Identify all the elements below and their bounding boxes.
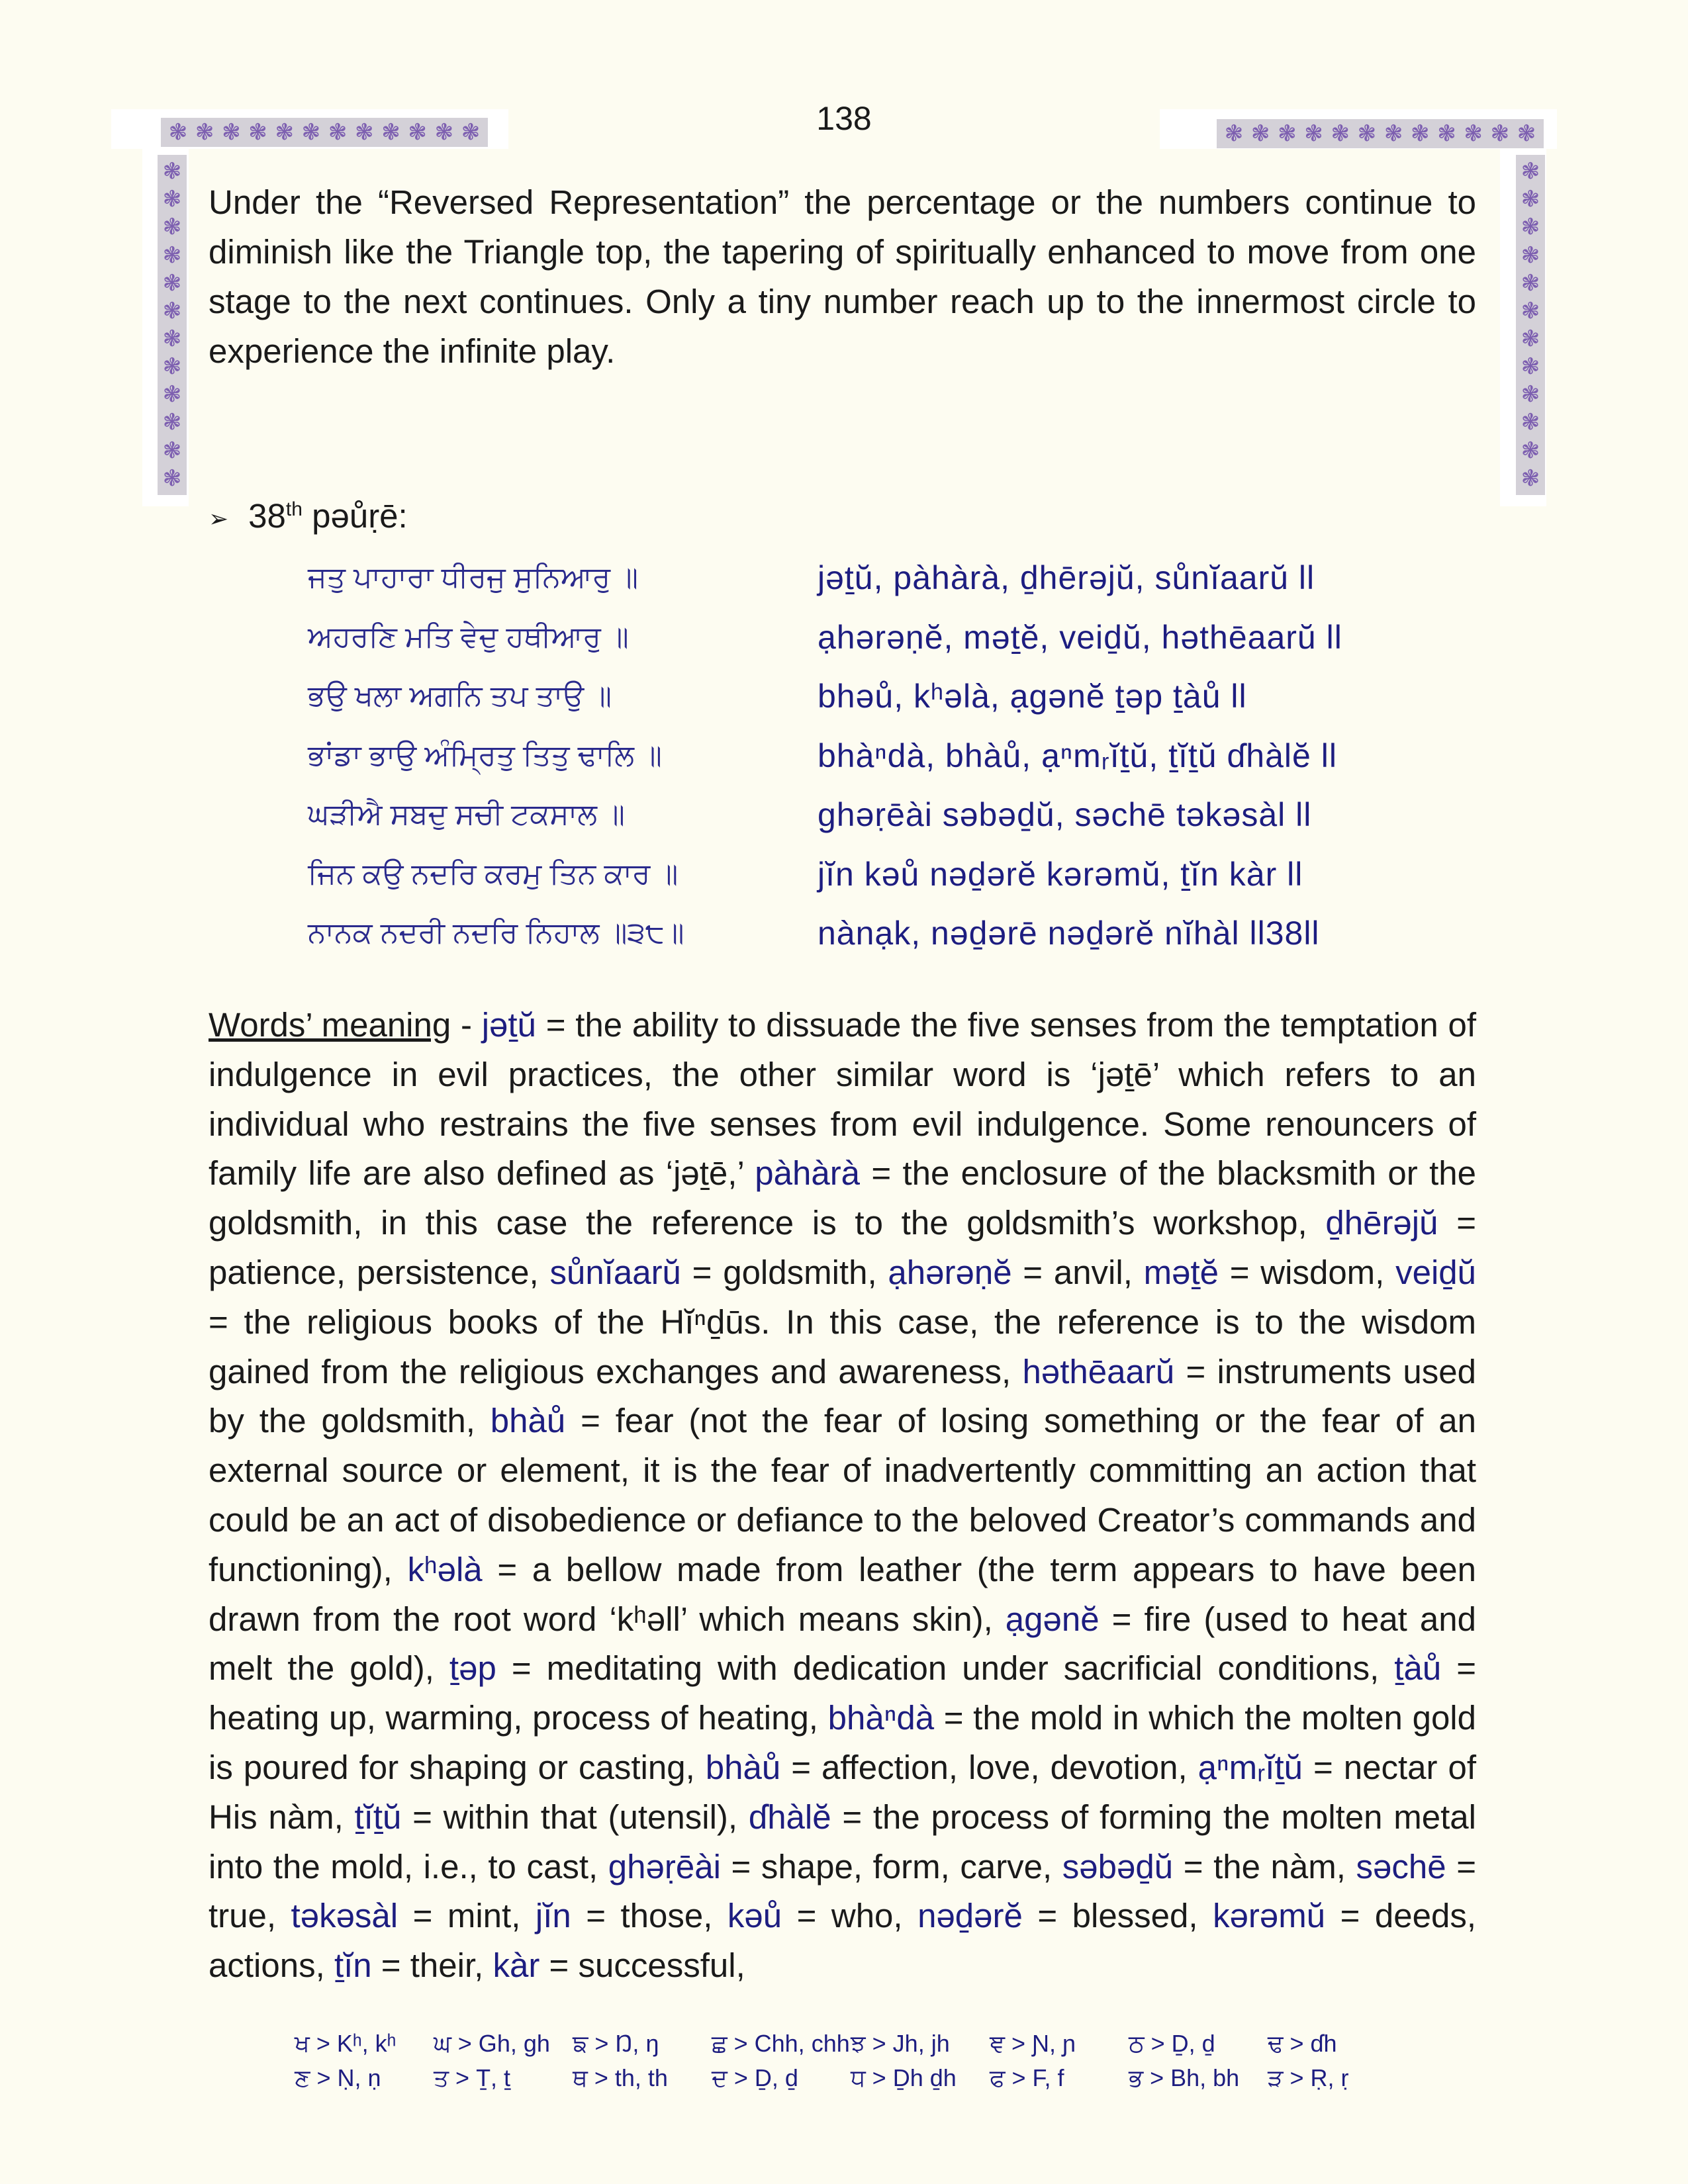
- transliterated-term: ɗhàlĕ: [748, 1797, 831, 1836]
- transliterated-term: jĭn: [535, 1897, 571, 1935]
- definition-text: = anvil,: [1011, 1253, 1144, 1291]
- definition-text: = heating up, warming, process of heating,: [209, 1649, 1477, 1737]
- legend-entry: ਙ > Ŋ, ŋ: [573, 2030, 659, 2057]
- verse-row: [308, 673, 1499, 733]
- verse-row: [308, 733, 1499, 792]
- transliterated-term: kərəmŭ: [1213, 1897, 1326, 1935]
- section-number: 38: [248, 497, 286, 535]
- verse-gurmukhi: ਨਾਨਕ ਨਦਰੀ ਨਦਰਿ ਨਿਹਾਲ ॥੩੮॥: [308, 917, 684, 949]
- verse-transliteration: jĭn kəů nəḏərĕ kərəmŭ, ṯĭn kàr ll: [818, 855, 1303, 893]
- legend-entry: ਢ > ɗh: [1268, 2030, 1337, 2057]
- definition-text: = fire (used to heat and melt the gold),: [209, 1600, 1476, 1688]
- flower-ornament-icon: ❃: [328, 120, 348, 145]
- flower-ornament-icon: ❃: [461, 120, 481, 145]
- flower-ornament-icon: ❃: [162, 326, 182, 351]
- transliterated-term: ṯĭṯŭ: [354, 1797, 402, 1836]
- flower-ornament-icon: ❃: [162, 437, 182, 463]
- verse-list: [308, 555, 1499, 970]
- transliterated-term: bhàů: [490, 1402, 566, 1440]
- legend-entry: ਧ > Ḏh ḏh: [851, 2064, 957, 2091]
- verse-row: [308, 910, 1499, 970]
- verse-row: [308, 851, 1499, 911]
- flower-ornament-icon: ❃: [1357, 121, 1377, 146]
- verse-gurmukhi: ਭਾਂਡਾ ਭਾਉ ਅੰਮ੍ਰਿਤੁ ਤਿਤੁ ਢਾਲਿ ॥: [308, 739, 662, 772]
- flower-ornament-icon: ❃: [162, 187, 182, 212]
- section-title: pəůṛē:: [312, 497, 408, 535]
- flower-ornament-icon: ❃: [1278, 121, 1297, 146]
- definition-text: = patience, persistence,: [209, 1204, 1477, 1291]
- flower-ornament-icon: ❃: [1521, 326, 1540, 351]
- legend-entry: ਖ > Kʰ, kʰ: [295, 2030, 397, 2057]
- flower-ornament-icon: ❃: [1304, 121, 1323, 146]
- transliterated-term: ghəṛēài: [608, 1847, 721, 1886]
- flower-ornament-icon: ❃: [1383, 121, 1403, 146]
- legend-entry: ਥ > th, th: [573, 2064, 668, 2091]
- legend-entry: ਣ > Ṇ, ṇ: [295, 2064, 381, 2091]
- definition-text: = mint,: [398, 1897, 536, 1935]
- definition-text: = within that (utensil),: [401, 1797, 749, 1836]
- definition-text: = affection, love, devotion,: [780, 1748, 1198, 1786]
- flower-ornament-icon: ❃: [1521, 214, 1540, 240]
- flower-ornament-icon: ❃: [1331, 121, 1350, 146]
- flower-ornament-icon: ❃: [1437, 121, 1456, 146]
- verse-transliteration: bhàⁿdà, bhàů, ạⁿmᵣĭṯŭ, ṯĭṯŭ ɗhàlĕ ll: [818, 737, 1337, 774]
- flower-ornament-icon: ❃: [434, 120, 454, 145]
- definition-text: = meditating with dedication under sacrificial conditions,: [496, 1649, 1395, 1688]
- flower-ornament-icon: ❃: [162, 298, 182, 324]
- flower-ornament-icon: ❃: [1521, 410, 1540, 435]
- transliterated-term: kʰəlà: [407, 1550, 483, 1588]
- flower-ornament-icon: ❃: [1517, 121, 1536, 146]
- transliterated-term: ạgənĕ: [1005, 1600, 1100, 1638]
- legend-entry: ਤ > Ṯ, ṯ: [434, 2064, 511, 2091]
- verse-transliteration: nànạk, nəḏərē nəḏərĕ nĭhàl ll38ll: [818, 915, 1320, 952]
- verse-gurmukhi: ਭਉ ਖਲਾ ਅਗਨਿ ਤਪ ਤਾਉ ॥: [308, 680, 612, 712]
- flower-ornament-icon: ❃: [1521, 270, 1540, 296]
- definition-text: = nectar of His nàm,: [209, 1748, 1476, 1836]
- flower-ornament-icon: ❃: [162, 159, 182, 185]
- definition-text: = the mold in which the molten gold is poured for shaping or casting,: [209, 1699, 1477, 1786]
- flower-ornament-icon: ❃: [1521, 298, 1540, 324]
- legend-entry: ਦ > Ḏ, ḏ: [712, 2064, 798, 2091]
- transliterated-term: ạhərəṇĕ: [888, 1253, 1012, 1291]
- legend-entry: ੜ > Ṛ, ṛ: [1268, 2064, 1349, 2091]
- verse-transliteration: bhəů, kʰəlà, ạgənĕ ṯəp ṯàů ll: [818, 678, 1247, 715]
- flower-ornament-icon: ❃: [1224, 121, 1244, 146]
- definition-text: = the enclosure of the blacksmith or the goldsmith, in this case the reference is to the goldsmith’s workshop,: [209, 1154, 1476, 1242]
- legend-entry: ਭ > Bh, bh: [1129, 2064, 1240, 2091]
- transliterated-term: kàr: [492, 1946, 540, 1985]
- verse-transliteration: jəṯŭ, pàhàrà, ḏhērəjŭ, sůnĭaarŭ ll: [818, 559, 1315, 596]
- flower-ornament-icon: ❃: [168, 120, 188, 145]
- flower-ornament-icon: ❃: [162, 270, 182, 296]
- definition-text: = who,: [782, 1897, 918, 1935]
- legend-entry: ਛ > Chh, chh: [712, 2030, 850, 2057]
- transliterated-term: jəṯŭ: [481, 1006, 536, 1044]
- flower-ornament-icon: ❃: [301, 120, 321, 145]
- flower-ornament-icon: ❃: [162, 242, 182, 268]
- flower-ornament-icon: ❃: [381, 120, 400, 145]
- verse-transliteration: ghəṛēài səbəḏŭ, səchē təkəsàl ll: [818, 796, 1312, 833]
- transliterated-term: təkəsàl: [291, 1897, 399, 1935]
- legend-row: [295, 2061, 1420, 2095]
- words-meaning-body: [209, 1006, 1476, 1984]
- verse-gurmukhi: ਜਤੁ ਪਾਹਾਰਾ ਧੀਰਜੁ ਸੁਨਿਆਰੁ ॥: [308, 561, 638, 594]
- definition-text: = deeds, actions,: [209, 1897, 1476, 1985]
- page-number: 138: [816, 100, 872, 137]
- flower-ornament-icon: ❃: [162, 382, 182, 408]
- legend-entry: ਝ > Jh, jh: [851, 2030, 950, 2057]
- definition-text: = their,: [371, 1946, 493, 1985]
- flower-ornament-icon: ❃: [1521, 354, 1540, 380]
- transliterated-term: ạⁿmᵣĭṯŭ: [1197, 1748, 1303, 1786]
- verse-row: [308, 614, 1499, 674]
- definition-text: = the process of forming the molten metal into the mold, i.e., to cast,: [209, 1797, 1476, 1886]
- transliterated-term: ṯàů: [1394, 1649, 1442, 1688]
- transliterated-term: pàhàrà: [755, 1154, 861, 1193]
- intro-paragraph: Under the “Reversed Representation” the percentage or the numbers continue to diminish like the Triangle top, the tapering of spiritually enhanced to move from one stage to the next continues. Only a tiny number reach up to the innermost circle to experience the infinite play.: [209, 183, 1476, 370]
- flower-ornament-icon: ❃: [408, 120, 427, 145]
- words-meaning-paragraph: [209, 1001, 1476, 1991]
- definition-text: = the ability to dissuade the five senses from the temptation of indulgence in evil practices, the other similar word is ‘jəṯē’ which refers to an individual who restrains the five senses from evil indulgence. Some renouncers of family life are also defined as ‘jəṯē,’: [209, 1006, 1476, 1193]
- definition-text: = the nàm,: [1173, 1847, 1356, 1886]
- definition-text: = goldsmith,: [680, 1253, 888, 1291]
- section-heading: [209, 486, 408, 542]
- flower-ornament-icon: ❃: [1490, 121, 1510, 146]
- verse-gurmukhi: ਘੜੀਐ ਸਬਦੁ ਸਚੀ ਟਕਸਾਲ ॥: [308, 798, 625, 831]
- definition-text: = blessed,: [1022, 1897, 1213, 1935]
- definition-text: = those,: [571, 1897, 727, 1935]
- transliterated-term: kəů: [727, 1897, 782, 1935]
- flower-ornament-icon: ❃: [1464, 121, 1483, 146]
- transliterated-term: nəḏərĕ: [917, 1897, 1023, 1935]
- flower-ornament-icon: ❃: [1521, 465, 1540, 491]
- verse-gurmukhi: ਅਹਰਣਿ ਮਤਿ ਵੇਦੁ ਹਥੀਆਰੁ ॥: [308, 620, 629, 653]
- transliterated-term: veiḏŭ: [1395, 1253, 1476, 1291]
- flower-ornament-icon: ❃: [162, 465, 182, 491]
- flower-ornament-icon: ❃: [1411, 121, 1430, 146]
- verse-transliteration: ạhərəṇĕ, məṯĕ, veiḏŭ, həthēaarŭ ll: [818, 618, 1342, 656]
- flower-ornament-icon: ❃: [1521, 382, 1540, 408]
- definition-text: = fear (not the fear of losing something or the fear of an external source or element, it is the fear of inadvertently committing an action that could be an act of disobedience or defiance to the beloved Creator’s commands and functioning),: [209, 1402, 1477, 1588]
- definition-text: = successful,: [539, 1946, 745, 1985]
- decorative-border-left: [158, 155, 187, 495]
- flower-ornament-icon: ❃: [195, 120, 214, 145]
- flower-ornament-icon: ❃: [1250, 121, 1270, 146]
- legend-entry: ਘ > Gh, gh: [434, 2030, 550, 2057]
- transliterated-term: səchē: [1356, 1847, 1446, 1886]
- flower-ornament-icon: ❃: [355, 120, 374, 145]
- definition-text: = shape, form, carve,: [720, 1847, 1062, 1886]
- transliterated-term: sůnĭaarŭ: [549, 1253, 681, 1291]
- transliterated-term: həthēaarŭ: [1022, 1352, 1175, 1390]
- flower-ornament-icon: ❃: [162, 410, 182, 435]
- flower-ornament-icon: ❃: [162, 354, 182, 380]
- legend-row: [295, 2026, 1420, 2061]
- definition-text: -: [451, 1006, 482, 1044]
- words-meaning-label: Words’ meaning: [209, 1006, 451, 1044]
- transliterated-term: ḏhērəjŭ: [1325, 1204, 1438, 1242]
- definition-text: = true,: [209, 1847, 1476, 1935]
- transliterated-term: səbəḏŭ: [1062, 1847, 1174, 1886]
- legend-entry: ਞ > Ɲ, ɲ: [990, 2030, 1076, 2057]
- transliterated-term: ṯəp: [449, 1649, 496, 1688]
- legend-entry: ਫ > F, f: [990, 2064, 1064, 2091]
- definition-text: = the religious books of the Hĭⁿḏūs. In this case, the reference is to the wisdom gained from the religious exchanges and awareness,: [209, 1302, 1476, 1390]
- transliterated-term: ṯĭn: [334, 1946, 372, 1985]
- definition-text: = wisdom,: [1219, 1253, 1396, 1291]
- definition-text: = a bellow made from leather (the term appears to have been drawn from the root word ‘kʰəll’ which means skin),: [209, 1550, 1476, 1638]
- bullet-arrow-icon: ➢: [209, 504, 229, 532]
- flower-ornament-icon: ❃: [1521, 187, 1540, 212]
- decorative-border-right: [1516, 155, 1545, 495]
- transliterated-term: bhàů: [705, 1748, 781, 1786]
- transliteration-legend: [295, 2026, 1420, 2095]
- flower-ornament-icon: ❃: [1521, 437, 1540, 463]
- flower-ornament-icon: ❃: [275, 120, 294, 145]
- verse-row: [308, 555, 1499, 614]
- transliterated-term: məṯĕ: [1143, 1253, 1219, 1291]
- verse-gurmukhi: ਜਿਨ ਕਉ ਨਦਰਿ ਕਰਮੁ ਤਿਨ ਕਾਰ ॥: [308, 857, 679, 890]
- legend-entry: ਠ > Ḏ, ḏ: [1129, 2030, 1215, 2057]
- flower-ornament-icon: ❃: [1521, 159, 1540, 185]
- flower-ornament-icon: ❃: [222, 120, 241, 145]
- transliterated-term: bhàⁿdà: [827, 1699, 935, 1737]
- flower-ornament-icon: ❃: [1521, 242, 1540, 268]
- definition-text: = instruments used by the goldsmith,: [209, 1352, 1476, 1440]
- flower-ornament-icon: ❃: [162, 214, 182, 240]
- flower-ornament-icon: ❃: [248, 120, 267, 145]
- verse-row: [308, 792, 1499, 851]
- section-ordinal: th: [285, 498, 303, 520]
